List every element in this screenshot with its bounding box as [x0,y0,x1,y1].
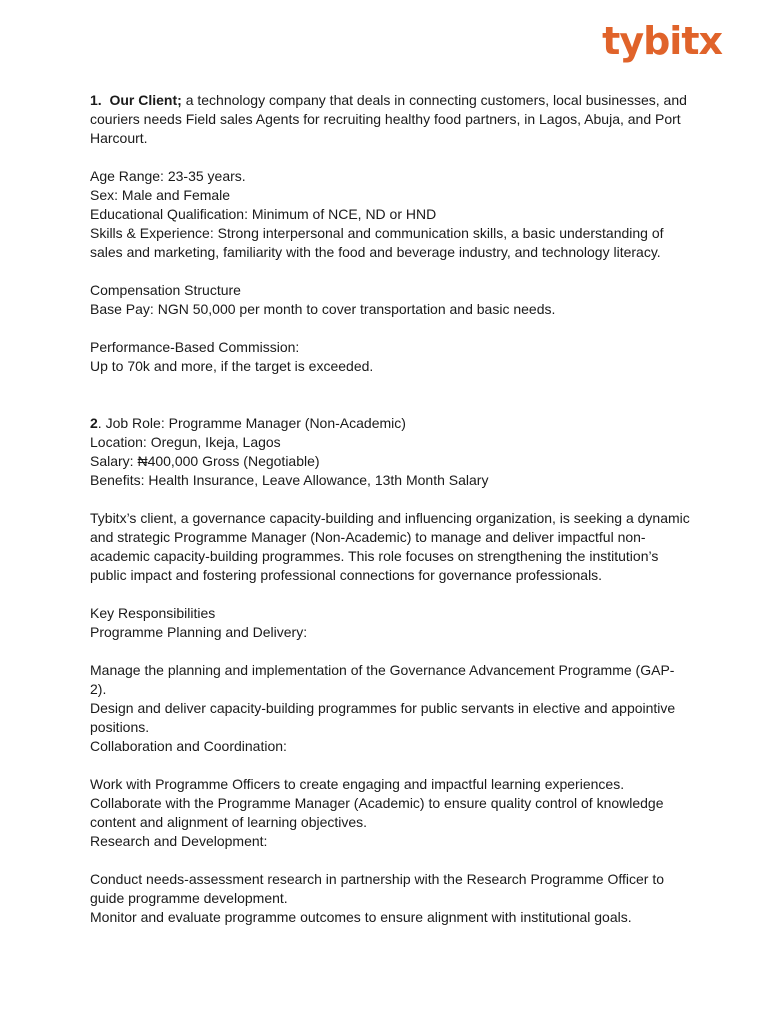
planning-item: Design and deliver capacity-building programmes for public servants in elective and appointive positions. [90,700,676,735]
collaboration-heading: Collaboration and Coordination: [90,738,287,754]
tybitx-logo [602,19,722,63]
planning-item: Manage the planning and implementation of the Governance Advancement Programme (GAP-2). [90,662,675,697]
role-description: Tybitx’s client, a governance capacity-building and influencing organization, is seeking a dynamic and strategic Programme Manager (Non-Academic) to manage and deliver impactful non-academic capacity-building programmes. This role focuses on strengthening the institution’s public impact and fostering professional connections for governance professionals. [90,510,690,583]
age-range: Age Range: 23-35 years. [90,168,246,184]
commission: Up to 70k and more, if the target is exceeded. [90,358,374,374]
location: Location: Oregun, Ikeja, Lagos [90,434,281,450]
commission-heading: Performance-Based Commission: [90,339,300,355]
client-intro: a technology company that deals in connecting customers, local businesses, and couriers needs Field sales Agents for recruiting healthy food partners, in Lagos, Abuja, and Port Harcourt. [90,92,687,146]
document-body [90,91,690,927]
sex: Sex: Male and Female [90,187,231,203]
key-responsibilities-heading: Key Responsibilities [90,605,216,621]
planning-heading: Programme Planning and Delivery: [90,624,308,640]
education: Educational Qualification: Minimum of NCE, ND or HND [90,206,437,222]
job-role-title: . Job Role: Programme Manager (Non-Academic) [97,415,406,431]
research-item: Conduct needs-assessment research in partnership with the Research Programme Officer to guide programme development. [90,871,665,906]
collaboration-item: Collaborate with the Programme Manager (Academic) to ensure quality control of knowledge content and alignment of learning objectives. [90,795,664,830]
compensation-heading: Compensation Structure [90,282,241,298]
benefits: Benefits: Health Insurance, Leave Allowance, 13th Month Salary [90,472,489,488]
client-paragraph [90,91,690,148]
job-role [90,414,690,433]
section-number: 1. [90,92,102,108]
research-item: Monitor and evaluate programme outcomes to ensure alignment with institutional goals. [90,909,632,925]
skills: Skills & Experience: Strong interpersonal and communication skills, a basic understanding of sales and marketing, familiarity with the food and beverage industry, and technology literacy. [90,225,664,260]
collaboration-item: Work with Programme Officers to create engaging and impactful learning experiences. [90,776,625,792]
client-label: Our Client; [109,92,182,108]
salary: Salary: ₦400,000 Gross (Negotiable) [90,453,320,469]
base-pay: Base Pay: NGN 50,000 per month to cover transportation and basic needs. [90,301,556,317]
logo-text: tybitx [602,19,722,63]
section-number: 2 [90,415,98,431]
research-heading: Research and Development: [90,833,268,849]
